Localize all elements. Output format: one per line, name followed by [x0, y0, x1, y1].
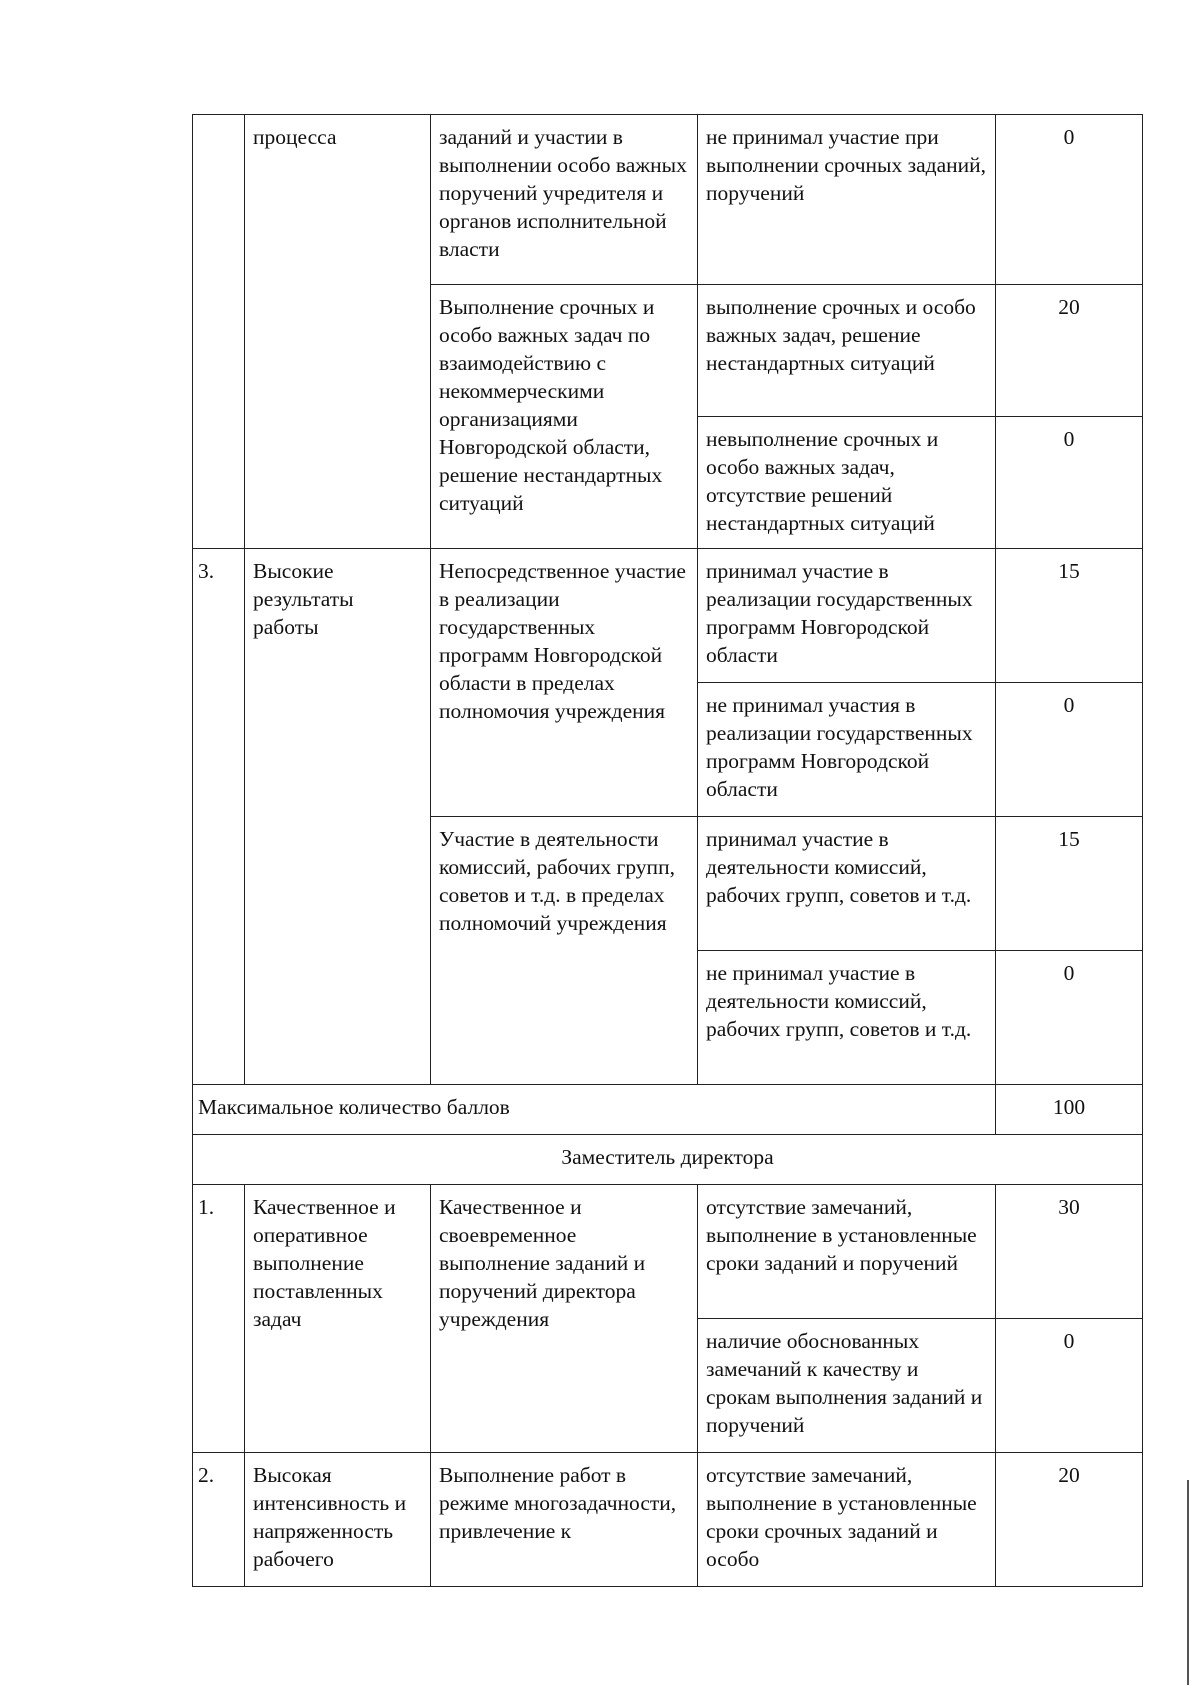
score-cell: 15 [996, 549, 1143, 683]
indicator-cell: заданий и участии в выполнении особо важных поручений учредителя и органов исполнительной власти [431, 115, 698, 285]
table-row [193, 549, 1143, 683]
criterion-cell: процесса [245, 115, 431, 549]
indicator-cell: Участие в деятельности комиссий, рабочих групп, советов и т.д. в пределах полномочий учреждения [431, 817, 698, 1085]
table-row [193, 1185, 1143, 1319]
table-row [193, 1135, 1143, 1185]
score-cell: 0 [996, 417, 1143, 549]
indicator-cell: Качественное и своевременное выполнение заданий и поручений директора учреждения [431, 1185, 698, 1453]
table-row [193, 1453, 1143, 1587]
score-cell: 20 [996, 1453, 1143, 1587]
indicator-cell: Выполнение работ в режиме многозадачности, привлечение к [431, 1453, 698, 1587]
row-number-cell: 2. [193, 1453, 245, 1587]
condition-cell: отсутствие замечаний, выполнение в установленные сроки заданий и поручений [698, 1185, 996, 1319]
condition-cell: не принимал участия в реализации государственных программ Новгородской области [698, 683, 996, 817]
condition-cell: невыполнение срочных и особо важных задач, отсутствие решений нестандартных ситуаций [698, 417, 996, 549]
row-number-cell [193, 115, 245, 549]
table-row [193, 115, 1143, 285]
condition-cell: не принимал участие при выполнении срочных заданий, поручений [698, 115, 996, 285]
condition-cell: наличие обоснованных замечаний к качеству и срокам выполнения заданий и поручений [698, 1319, 996, 1453]
row-number-cell: 1. [193, 1185, 245, 1453]
section-heading: Заместитель директора [193, 1135, 1143, 1185]
max-score-label: Максимальное количество баллов [193, 1085, 996, 1135]
criteria-table [192, 114, 1143, 1587]
score-cell: 0 [996, 683, 1143, 817]
score-cell: 0 [996, 115, 1143, 285]
condition-cell: принимал участие в деятельности комиссий, рабочих групп, советов и т.д. [698, 817, 996, 951]
row-number-cell: 3. [193, 549, 245, 1085]
score-cell: 20 [996, 285, 1143, 417]
condition-cell: не принимал участие в деятельности комиссий, рабочих групп, советов и т.д. [698, 951, 996, 1085]
criterion-cell: Качественное и оперативное выполнение поставленных задач [245, 1185, 431, 1453]
indicator-cell: Выполнение срочных и особо важных задач по взаимодействию с некоммерческими организациями Новгородской области, решение нестандартных ситуаций [431, 285, 698, 549]
condition-cell: отсутствие замечаний, выполнение в установленные сроки срочных заданий и особо [698, 1453, 996, 1587]
scan-edge-line [1187, 1480, 1189, 1685]
condition-cell: принимал участие в реализации государственных программ Новгородской области [698, 549, 996, 683]
criterion-cell: Высокие результаты работы [245, 549, 431, 1085]
condition-cell: выполнение срочных и особо важных задач, решение нестандартных ситуаций [698, 285, 996, 417]
score-cell: 0 [996, 951, 1143, 1085]
score-cell: 30 [996, 1185, 1143, 1319]
criterion-cell: Высокая интенсивность и напряженность рабочего [245, 1453, 431, 1587]
score-cell: 15 [996, 817, 1143, 951]
table-row [193, 1085, 1143, 1135]
max-score-value: 100 [996, 1085, 1143, 1135]
indicator-cell: Непосредственное участие в реализации государственных программ Новгородской области в пределах полномочия учреждения [431, 549, 698, 817]
score-cell: 0 [996, 1319, 1143, 1453]
